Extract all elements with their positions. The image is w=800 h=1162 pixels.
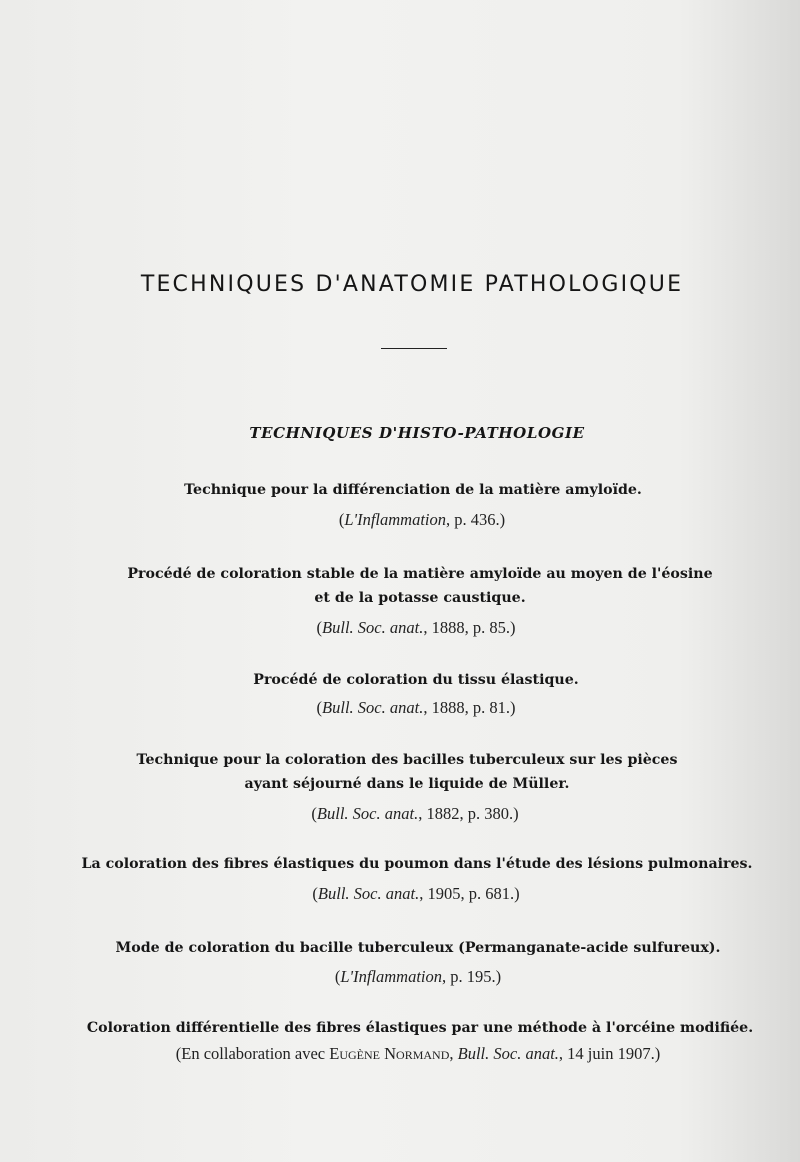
entry-reference-7 (28, 1044, 800, 1064)
ref-details: , 1905, p. 681.) (419, 884, 520, 903)
entry-title-6 (28, 936, 800, 960)
ref-source: Bull. Soc. anat. (457, 1044, 559, 1063)
entry-title-line: Procédé de coloration stable de la matière amyloïde au moyen de l'éosine (127, 566, 713, 582)
ref-details: , 14 juin 1907.) (558, 1044, 661, 1063)
ref-details: , p. 436.) (446, 510, 506, 529)
ref-open: ( (316, 618, 323, 637)
entry-title-line: La coloration des fibres élastiques du poumon dans l'étude des lésions pulmonaires. (81, 856, 753, 872)
entry-title-4 (17, 748, 797, 796)
ref-details: , 1888, p. 81.) (423, 698, 516, 717)
title-divider (381, 348, 447, 349)
ref-details: , 1888, p. 85.) (423, 618, 516, 637)
ref-details: , 1882, p. 380.) (418, 804, 519, 823)
entry-title-line: Technique pour la coloration des bacilles tuberculeux sur les pièces (136, 752, 678, 768)
entry-reference-1 (32, 510, 800, 530)
entry-title-2 (30, 562, 800, 610)
ref-open: ( (311, 804, 317, 823)
entry-title-5 (27, 852, 800, 876)
ref-source: Bull. Soc. anat. (322, 618, 424, 637)
entry-title-line: Technique pour la différenciation de la matière amyloïde. (184, 482, 642, 498)
ref-open: ( (312, 884, 318, 903)
ref-details: , p. 195.) (442, 967, 502, 986)
ref-source: L'Inflammation (340, 967, 442, 986)
page-title: TECHNIQUES D'ANATOMIE PATHOLOGIQUE (140, 272, 684, 297)
entry-title-line: ayant séjourné dans le liquide de Müller. (244, 776, 570, 792)
entry-reference-4 (25, 804, 800, 824)
entry-reference-2 (26, 618, 800, 638)
section-title: TECHNIQUES D'HISTO-PATHOLOGIE (249, 424, 585, 442)
entry-reference-6 (28, 967, 800, 987)
ref-separator: , (449, 1044, 458, 1063)
ref-source: Bull. Soc. anat. (317, 884, 420, 903)
ref-open: ( (334, 967, 341, 986)
ref-author: Eugène Normand (329, 1044, 450, 1063)
entry-title-line: Coloration différentielle des fibres élastiques par une méthode à l'orcéine modifiée. (86, 1020, 754, 1036)
entry-title-line: Procédé de coloration du tissu élastique. (253, 672, 579, 688)
ref-open: ( (338, 510, 345, 529)
ref-source: Bull. Soc. anat. (316, 804, 419, 823)
ref-prefix: (En collaboration avec (175, 1044, 330, 1063)
ref-source: Bull. Soc. anat. (322, 698, 424, 717)
entry-title-line: Mode de coloration du bacille tuberculeux (Permanganate-acide sulfureux). (115, 940, 721, 956)
entry-title-7 (30, 1016, 800, 1040)
entry-title-3 (26, 668, 800, 692)
entry-title-line: et de la potasse caustique. (314, 590, 526, 606)
ref-open: ( (316, 698, 323, 717)
entry-title-1 (23, 478, 800, 502)
ref-source: L'Inflammation (344, 510, 446, 529)
entry-reference-5 (26, 884, 800, 904)
entry-reference-3 (26, 698, 800, 718)
